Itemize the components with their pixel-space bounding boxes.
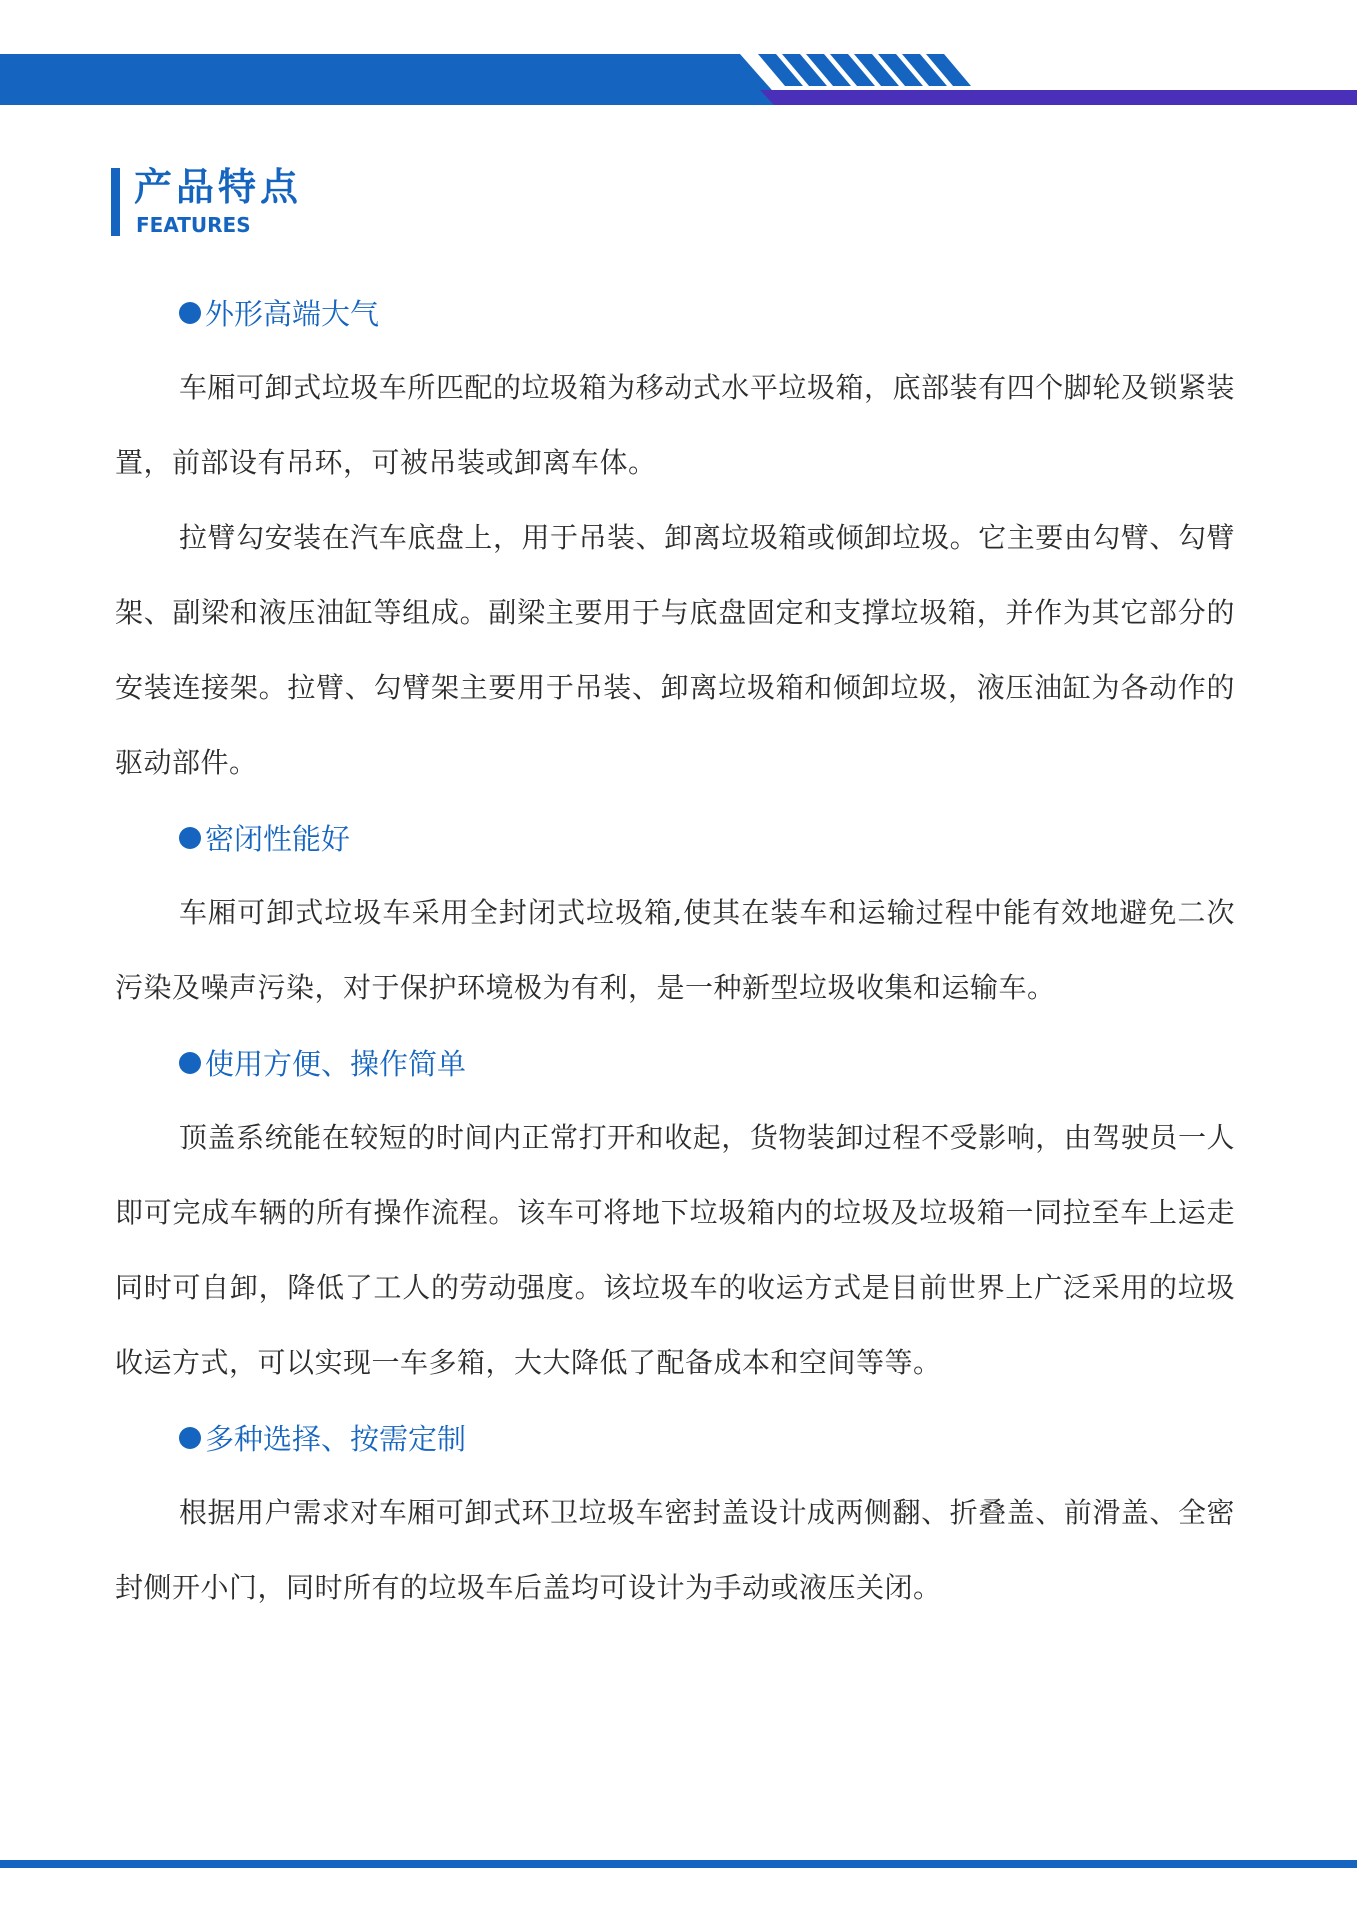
feature-paragraph: 顶盖系统能在较短的时间内正常打开和收起，货物装卸过程不受影响，由驾驶员一人即可完成车辆的所有操作流程。该车可将地下垃圾箱内的垃圾及垃圾箱一同拉至车上运走同时可自卸，降低了工人的劳动强度。该垃圾车的收运方式是目前世界上广泛采用的垃圾收运方式，可以实现一车多箱，大大降低了配备成本和空间等等。 [115, 1121, 1235, 1379]
feature-paragraph: 根据用户需求对车厢可卸式环卫垃圾车密封盖设计成两侧翻、折叠盖、前滑盖、全密封侧开小门，同时所有的垃圾车后盖均可设计为手动或液压关闭。 [115, 1496, 1235, 1604]
features-content [115, 275, 1235, 1625]
bullet-dot-icon [179, 1052, 201, 1074]
top-banner-decoration [0, 0, 1357, 115]
feature-heading-appearance [115, 275, 1235, 350]
bottom-divider [0, 1860, 1357, 1868]
feature-heading-customization [115, 1400, 1235, 1475]
page-title: 产品特点 [134, 165, 303, 209]
feature-heading-text: 多种选择、按需定制 [205, 1422, 467, 1456]
feature-paragraph: 车厢可卸式垃圾车采用全封闭式垃圾箱,使其在装车和运输过程中能有效地避免二次污染及噪声污染，对于保护环境极为有利，是一种新型垃圾收集和运输车。 [115, 896, 1235, 1004]
banner-purple-band [760, 90, 1357, 105]
feature-heading-usability [115, 1025, 1235, 1100]
page-subtitle: FEATURES [136, 213, 251, 237]
feature-heading-text: 外形高端大气 [205, 297, 380, 331]
header-accent-bar [111, 168, 120, 236]
feature-heading-text: 密闭性能好 [205, 822, 351, 856]
banner-main-band [0, 54, 785, 105]
feature-heading-sealing [115, 800, 1235, 875]
feature-paragraph: 拉臂勾安装在汽车底盘上，用于吊装、卸离垃圾箱或倾卸垃圾。它主要由勾臂、勾臂架、副梁和液压油缸等组成。副梁主要用于与底盘固定和支撑垃圾箱，并作为其它部分的安装连接架。拉臂、勾臂架主要用于吊装、卸离垃圾箱和倾卸垃圾，液压油缸为各动作的驱动部件。 [115, 521, 1235, 779]
feature-heading-text: 使用方便、操作简单 [205, 1047, 467, 1081]
bullet-dot-icon [179, 827, 201, 849]
bullet-dot-icon [179, 1427, 201, 1449]
feature-paragraph: 车厢可卸式垃圾车所匹配的垃圾箱为移动式水平垃圾箱，底部装有四个脚轮及锁紧装置，前部设有吊环，可被吊装或卸离车体。 [115, 371, 1235, 479]
bullet-dot-icon [179, 302, 201, 324]
